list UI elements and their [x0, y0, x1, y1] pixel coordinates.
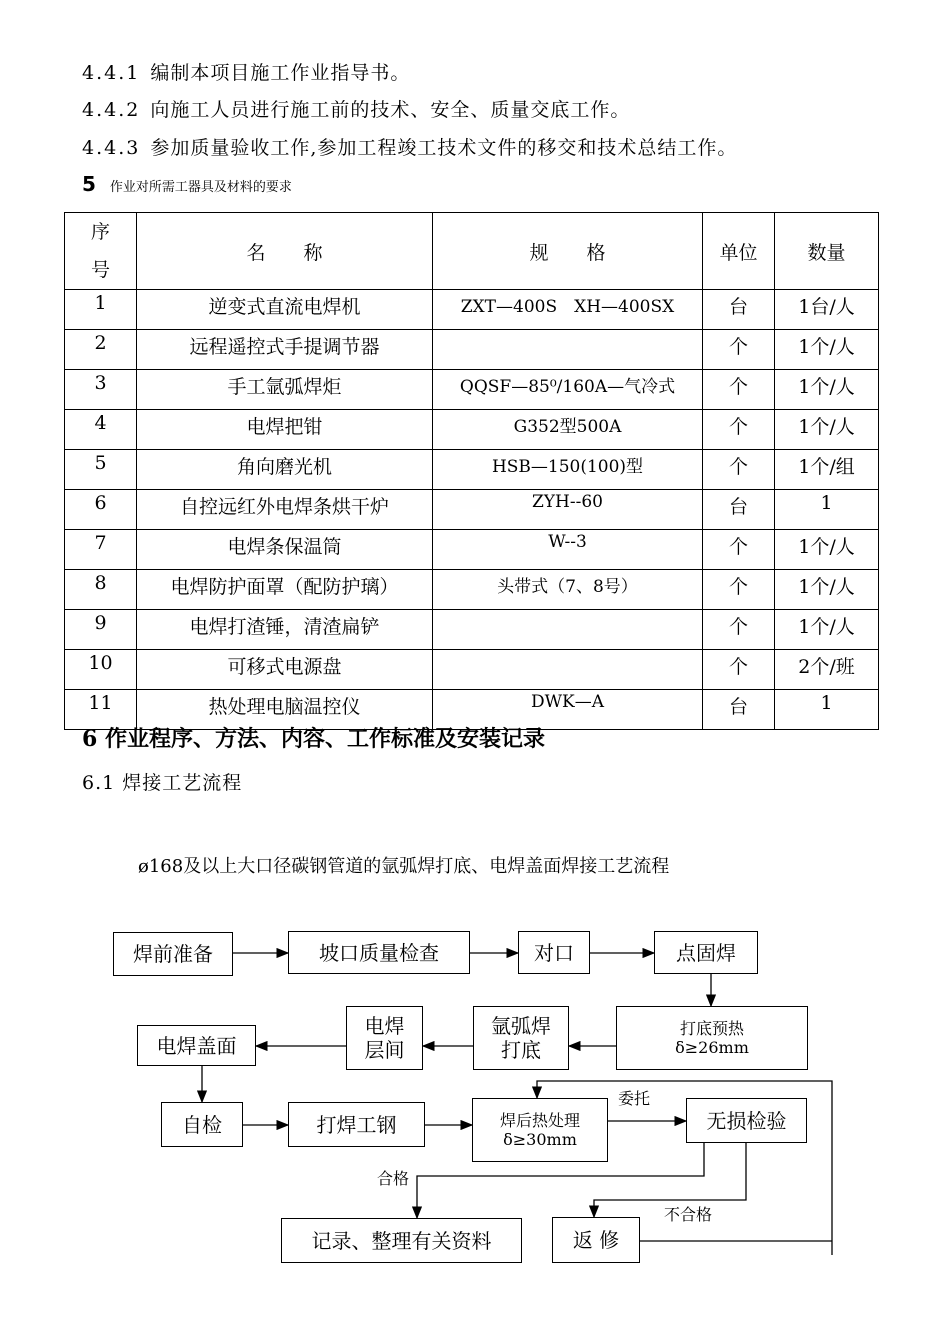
preheat-line2: δ≥26mm [675, 1038, 749, 1057]
argon-line1: 氩弧焊 [491, 1014, 551, 1038]
label-entrust: 委托 [618, 1089, 651, 1108]
cell-unit: 台 [703, 290, 775, 330]
cell-seq: 1 [65, 290, 137, 330]
cell-unit: 台 [703, 490, 775, 530]
preheat-line1: 打底预热 [679, 1018, 744, 1038]
cell-name: 电焊防护面罩（配防护璃） [137, 570, 433, 610]
box-cover-weld: 电焊盖面 [137, 1025, 256, 1066]
section-number: 5 [82, 172, 96, 196]
cell-qty: 1个/组 [775, 450, 879, 490]
cell-name: 电焊把钳 [137, 410, 433, 450]
cell-spec: DWK—A [433, 690, 703, 730]
box-tack-weld: 点固焊 [654, 931, 758, 974]
cell-qty: 1 [775, 490, 879, 530]
cell-qty: 1个/人 [775, 570, 879, 610]
cell-seq: 3 [65, 370, 137, 410]
cell-qty: 1台/人 [775, 290, 879, 330]
cell-unit: 个 [703, 530, 775, 570]
cell-qty: 1个/人 [775, 610, 879, 650]
clause-number: 4.4.3 [82, 137, 141, 159]
cell-unit: 个 [703, 610, 775, 650]
cell-seq: 10 [65, 650, 137, 690]
cell-qty: 2个/班 [775, 650, 879, 690]
pwht-line1: 焊后热处理 [499, 1110, 580, 1130]
cell-unit: 个 [703, 330, 775, 370]
clause-text: 编制本项目施工作业指导书。 [150, 62, 411, 84]
cell-qty: 1个/人 [775, 410, 879, 450]
cell-spec: G352型500A [433, 410, 703, 450]
cell-seq: 5 [65, 450, 137, 490]
header-qty: 数量 [775, 213, 879, 290]
header-spec: 规 格 [433, 213, 703, 290]
cell-spec: ZXT—400S XH—400SX [433, 290, 703, 330]
box-records: 记录、整理有关资料 [281, 1218, 522, 1263]
box-welder-stamp: 打焊工钢 [288, 1102, 425, 1147]
cell-qty: 1 [775, 690, 879, 730]
header-seq: 序号 [65, 213, 137, 290]
cell-name: 逆变式直流电焊机 [137, 290, 433, 330]
cell-unit: 个 [703, 370, 775, 410]
cell-name: 可移式电源盘 [137, 650, 433, 690]
cell-name: 手工氩弧焊炬 [137, 370, 433, 410]
section-title: 作业对所需工器具及材料的要求 [109, 180, 292, 195]
cell-qty: 1个/人 [775, 370, 879, 410]
flowchart-title: ø168及以上大口径碳钢管道的氩弧焊打底、电焊盖面焊接工艺流程 [138, 856, 670, 877]
cell-unit: 个 [703, 570, 775, 610]
cell-qty: 1个/人 [775, 530, 879, 570]
cell-unit: 台 [703, 690, 775, 730]
pwht-line2: δ≥30mm [503, 1130, 577, 1149]
cell-name: 角向磨光机 [137, 450, 433, 490]
clause-text: 参加质量验收工作,参加工程竣工技术文件的移交和技术总结工作。 [150, 137, 738, 159]
box-fit-up: 对口 [518, 931, 590, 974]
label-fail: 不合格 [664, 1205, 713, 1224]
cell-spec: HSB—150(100)型 [433, 450, 703, 490]
cell-spec: ZYH--60 [433, 490, 703, 530]
section-6-heading: 6 作业程序、方法、内容、工作标准及安装记录 [82, 726, 545, 752]
box-pwht [472, 1098, 608, 1162]
header-name: 名 称 [137, 213, 433, 290]
box-preheat [616, 1006, 808, 1070]
section-6-1-heading: 6.1 焊接工艺流程 [82, 772, 243, 794]
cell-name: 远程遥控式手提调节器 [137, 330, 433, 370]
cell-name: 电焊打渣锤，清渣扁铲 [137, 610, 433, 650]
box-interlayer [346, 1006, 423, 1070]
cell-name: 自控远红外电焊条烘干炉 [137, 490, 433, 530]
cell-spec: W--3 [433, 530, 703, 570]
cell-unit: 个 [703, 450, 775, 490]
cell-name: 电焊条保温筒 [137, 530, 433, 570]
cell-spec: QQSF—85⁰/160A—气冷式 [433, 370, 703, 410]
cell-qty: 1个/人 [775, 330, 879, 370]
cell-seq: 2 [65, 330, 137, 370]
label-pass: 合格 [377, 1169, 410, 1188]
box-bevel-check: 坡口质量检查 [288, 931, 470, 974]
cell-seq: 7 [65, 530, 137, 570]
header-unit: 单位 [703, 213, 775, 290]
clause-text: 向施工人员进行施工前的技术、安全、质量交底工作。 [150, 99, 631, 121]
box-ndt: 无损检验 [686, 1098, 807, 1143]
clause-number: 4.4.2 [82, 99, 141, 121]
argon-line2: 打底 [501, 1038, 541, 1062]
box-weld-prep: 焊前准备 [113, 932, 233, 976]
cell-seq: 6 [65, 490, 137, 530]
cell-seq: 8 [65, 570, 137, 610]
clause-number: 4.4.1 [82, 62, 141, 84]
cell-spec: 头带式（7、8号） [433, 570, 703, 610]
cell-seq: 4 [65, 410, 137, 450]
cell-seq: 9 [65, 610, 137, 650]
cell-seq: 11 [65, 690, 137, 730]
interlayer-line2: 层间 [364, 1038, 405, 1062]
box-self-check: 自检 [161, 1102, 243, 1147]
cell-unit: 个 [703, 410, 775, 450]
interlayer-line1: 电焊 [364, 1014, 405, 1038]
cell-unit: 个 [703, 650, 775, 690]
box-repair: 返 修 [552, 1217, 640, 1263]
cell-name: 热处理电脑温控仪 [137, 690, 433, 730]
box-argon-root [473, 1006, 569, 1070]
